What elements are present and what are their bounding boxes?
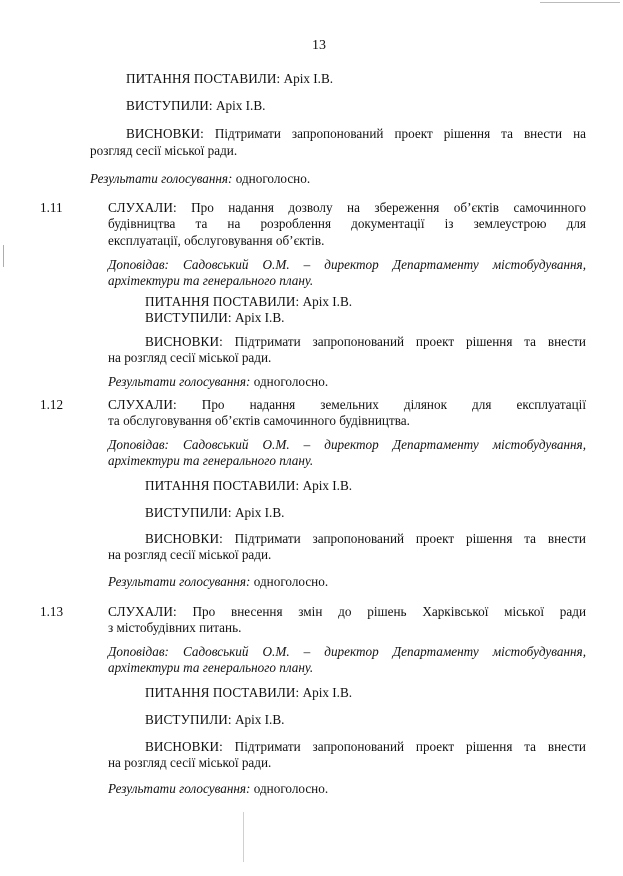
scan-mark-left [3,245,4,267]
reporter-text: Садовський О.М. – директор Департаменту містобудування, [182,437,586,452]
questions-label: ПИТАННЯ ПОСТАВИЛИ: [145,294,300,309]
conclusions-line-2: розгляд сесії міської ради. [90,143,238,158]
speakers-line [126,97,265,114]
reporter-line-1-13-a [108,643,586,660]
heard-label: СЛУХАЛИ: [108,200,177,215]
reporter-text: Садовський О.М. – директор Департаменту містобудування, [182,644,586,659]
conclusions-line-1-11-b: на розгляд сесії міської ради. [108,350,272,365]
questions-line-1-13 [145,684,352,701]
voting-line-1-11 [108,373,328,390]
heard-line-1-11-b: будівництва та на розроблення документації із землеустрою для [108,216,586,231]
questions-person: Аріх І.В. [302,685,353,700]
reporter-line-1-11-a [108,256,586,273]
speakers-line-1-12 [145,504,284,521]
conclusions-label: ВИСНОВКИ: [145,739,223,754]
voting-result: одноголосно. [253,374,329,389]
speakers-line-1-13 [145,711,284,728]
questions-label: ПИТАННЯ ПОСТАВИЛИ: [145,685,300,700]
voting-label: Результати голосування: [108,574,251,589]
questions-person: Аріх І.В. [283,71,334,86]
scan-mark-bottom [243,812,244,862]
conclusions-text: Підтримати запропонований проект рішення та внести на [214,126,587,141]
conclusions-line-1-13-b: на розгляд сесії міської ради. [108,755,272,770]
reporter-line-1-12-b: архітектури та генерального плану. [108,453,314,468]
voting-result: одноголосно. [253,574,329,589]
reporter-text: Садовський О.М. – директор Департаменту містобудування, [182,257,586,272]
conclusions-label: ВИСНОВКИ: [145,334,223,349]
item-number-1-11: 1.11 [40,200,63,215]
voting-result: одноголосно. [253,781,329,796]
questions-label: ПИТАННЯ ПОСТАВИЛИ: [145,478,300,493]
reporter-label: Доповідав: [108,257,169,272]
conclusions-line-1 [126,125,586,142]
speakers-label: ВИСТУПИЛИ: [126,98,213,113]
reporter-line-1-12-a [108,436,586,453]
heard-label: СЛУХАЛИ: [108,397,177,412]
heard-line-1-12-a [108,396,586,413]
conclusions-text: Підтримати запропонований проект рішення та внести [234,334,586,349]
conclusions-line-1-13-a [145,738,586,755]
voting-label: Результати голосування: [108,781,251,796]
speakers-label: ВИСТУПИЛИ: [145,505,232,520]
scan-mark-top [540,2,620,3]
heard-label: СЛУХАЛИ: [108,604,177,619]
voting-label: Результати голосування: [90,171,233,186]
conclusions-text: Підтримати запропонований проект рішення та внести [234,739,586,754]
speakers-person: Аріх І.В. [234,310,285,325]
speakers-label: ВИСТУПИЛИ: [145,310,232,325]
reporter-label: Доповідав: [108,644,169,659]
conclusions-label: ВИСНОВКИ: [126,126,204,141]
reporter-line-1-13-b: архітектури та генерального плану. [108,660,314,675]
voting-line-1-12 [108,573,328,590]
heard-text: Про внесення змін до рішень Харківської міської ради [192,604,587,619]
heard-line-1-13-b: з містобудівних питань. [108,620,242,635]
conclusions-label: ВИСНОВКИ: [145,531,223,546]
page-number: 13 [312,38,326,53]
heard-text: Про надання дозволу на збереження об’єктів самочинного [191,200,586,215]
voting-line [90,170,310,187]
reporter-label: Доповідав: [108,437,169,452]
heard-text: Про надання земельних ділянок для експлуатації [201,397,586,412]
heard-line-1-13-a [108,603,586,620]
questions-line [126,70,333,87]
heard-line-1-12-b: та обслуговування об’єктів самочинного будівництва. [108,413,410,428]
voting-result: одноголосно. [235,171,311,186]
conclusions-line-1-11-a [145,333,586,350]
speakers-person: Аріх І.В. [215,98,266,113]
heard-line-1-11-a [108,199,586,216]
conclusions-line-1-12-a [145,530,586,547]
questions-line-1-11 [145,293,352,310]
item-number-1-12: 1.12 [40,397,64,412]
speakers-person: Аріх І.В. [234,505,285,520]
reporter-line-1-11-b: архітектури та генерального плану. [108,273,314,288]
item-number-1-13: 1.13 [40,604,64,619]
voting-label: Результати голосування: [108,374,251,389]
speakers-line-1-11 [145,309,284,326]
heard-line-1-11-c: експлуатації, обслуговування об’єктів. [108,233,325,248]
speakers-person: Аріх І.В. [234,712,285,727]
questions-label: ПИТАННЯ ПОСТАВИЛИ: [126,71,281,86]
questions-person: Аріх І.В. [302,294,353,309]
voting-line-1-13 [108,780,328,797]
conclusions-text: Підтримати запропонований проект рішення та внести [234,531,586,546]
questions-person: Аріх І.В. [302,478,353,493]
questions-line-1-12 [145,477,352,494]
conclusions-line-1-12-b: на розгляд сесії міської ради. [108,547,272,562]
speakers-label: ВИСТУПИЛИ: [145,712,232,727]
